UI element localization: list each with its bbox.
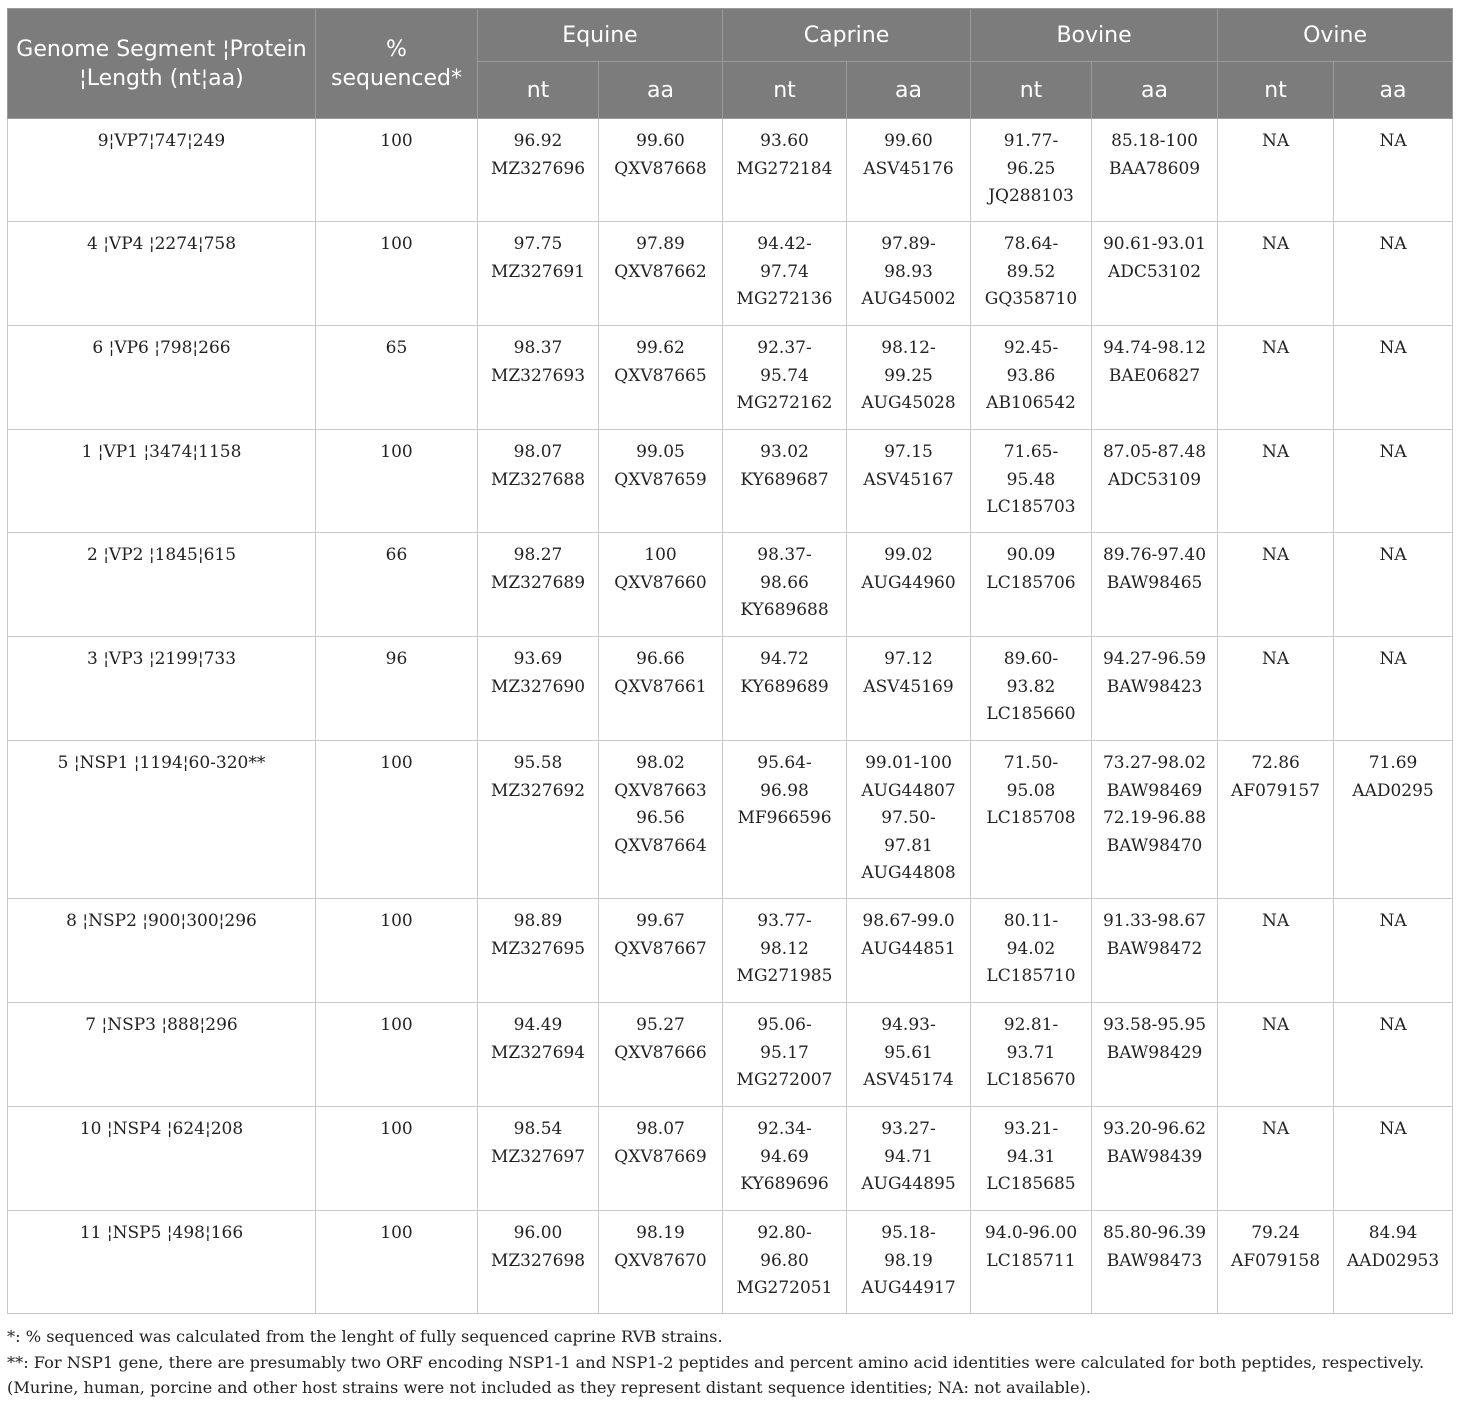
- cell-equine-nt: 96.92 MZ327696: [478, 119, 599, 222]
- cell-segment: 8 ¦NSP2 ¦900¦300¦296: [8, 899, 316, 1003]
- cell-bovine-aa: 94.27-96.59 BAW98423: [1092, 637, 1218, 741]
- cell-caprine-aa: 99.02 AUG44960: [847, 533, 971, 637]
- cell-equine-aa: 99.62 QXV87665: [599, 326, 723, 430]
- cell-bovine-nt: 78.64- 89.52 GQ358710: [971, 222, 1092, 326]
- table-row: [8, 533, 1453, 637]
- cell-caprine-aa: 99.60 ASV45176: [847, 119, 971, 222]
- cell-equine-nt: 98.54 MZ327697: [478, 1107, 599, 1211]
- cell-equine-aa: 96.66 QXV87661: [599, 637, 723, 741]
- cell-equine-nt: 98.27 MZ327689: [478, 533, 599, 637]
- header-bovine-aa: aa: [1092, 62, 1218, 119]
- header-bovine-nt: nt: [971, 62, 1092, 119]
- cell-segment: 10 ¦NSP4 ¦624¦208: [8, 1107, 316, 1211]
- cell-ovine-aa: NA: [1334, 430, 1453, 533]
- cell-caprine-aa: 93.27- 94.71 AUG44895: [847, 1107, 971, 1211]
- cell-caprine-aa: 97.89- 98.93 AUG45002: [847, 222, 971, 326]
- cell-equine-nt: 94.49 MZ327694: [478, 1003, 599, 1107]
- cell-bovine-aa: 91.33-98.67 BAW98472: [1092, 899, 1218, 1003]
- header-genome-segment: Genome Segment ¦Protein ¦Length (nt¦aa): [8, 9, 316, 119]
- cell-sequenced: 100: [316, 1211, 478, 1314]
- cell-ovine-aa: NA: [1334, 1003, 1453, 1107]
- cell-ovine-aa: NA: [1334, 326, 1453, 430]
- cell-ovine-nt: NA: [1218, 637, 1334, 741]
- cell-equine-aa: 100 QXV87660: [599, 533, 723, 637]
- cell-ovine-aa: 71.69 AAD0295: [1334, 741, 1453, 899]
- cell-sequenced: 100: [316, 1003, 478, 1107]
- cell-ovine-nt: NA: [1218, 119, 1334, 222]
- table-footnotes: [7, 1324, 1452, 1401]
- header-equine: Equine: [478, 9, 723, 62]
- cell-caprine-nt: 93.77- 98.12 MG271985: [723, 899, 847, 1003]
- cell-caprine-aa: 98.67-99.0 AUG44851: [847, 899, 971, 1003]
- header-bovine: Bovine: [971, 9, 1218, 62]
- cell-segment: 4 ¦VP4 ¦2274¦758: [8, 222, 316, 326]
- header-ovine-aa: aa: [1334, 62, 1453, 119]
- header-equine-aa: aa: [599, 62, 723, 119]
- table-row: [8, 119, 1453, 222]
- table-row: [8, 899, 1453, 1003]
- header-ovine-nt: nt: [1218, 62, 1334, 119]
- cell-caprine-aa: 97.15 ASV45167: [847, 430, 971, 533]
- cell-segment: 6 ¦VP6 ¦798¦266: [8, 326, 316, 430]
- cell-sequenced: 100: [316, 430, 478, 533]
- cell-bovine-aa: 93.58-95.95 BAW98429: [1092, 1003, 1218, 1107]
- table-container: [7, 8, 1452, 1401]
- cell-sequenced: 100: [316, 1107, 478, 1211]
- cell-ovine-nt: NA: [1218, 430, 1334, 533]
- cell-bovine-aa: 93.20-96.62 BAW98439: [1092, 1107, 1218, 1211]
- table-row: [8, 637, 1453, 741]
- cell-bovine-aa: 85.18-100 BAA78609: [1092, 119, 1218, 222]
- cell-sequenced: 100: [316, 222, 478, 326]
- cell-bovine-aa: 90.61-93.01 ADC53102: [1092, 222, 1218, 326]
- table-row: [8, 1107, 1453, 1211]
- cell-bovine-nt: 93.21- 94.31 LC185685: [971, 1107, 1092, 1211]
- cell-bovine-aa: 73.27-98.02 BAW98469 72.19-96.88 BAW98470: [1092, 741, 1218, 899]
- cell-caprine-nt: 94.42- 97.74 MG272136: [723, 222, 847, 326]
- cell-segment: 5 ¦NSP1 ¦1194¦60-320**: [8, 741, 316, 899]
- footnote-exclusions: (Murine, human, porcine and other host strains were not included as they represent distant sequence identities; NA: not available).: [7, 1378, 1092, 1397]
- cell-caprine-nt: 92.34- 94.69 KY689696: [723, 1107, 847, 1211]
- cell-ovine-aa: NA: [1334, 637, 1453, 741]
- header-caprine-nt: nt: [723, 62, 847, 119]
- cell-bovine-nt: 89.60- 93.82 LC185660: [971, 637, 1092, 741]
- cell-caprine-nt: 93.02 KY689687: [723, 430, 847, 533]
- table-row: [8, 326, 1453, 430]
- cell-ovine-nt: 79.24 AF079158: [1218, 1211, 1334, 1314]
- cell-equine-aa: 97.89 QXV87662: [599, 222, 723, 326]
- cell-ovine-nt: NA: [1218, 1003, 1334, 1107]
- cell-equine-nt: 98.07 MZ327688: [478, 430, 599, 533]
- cell-equine-nt: 96.00 MZ327698: [478, 1211, 599, 1314]
- cell-segment: 9¦VP7¦747¦249: [8, 119, 316, 222]
- header-percent-sequenced: % sequenced*: [316, 9, 478, 119]
- cell-ovine-aa: NA: [1334, 533, 1453, 637]
- cell-ovine-nt: NA: [1218, 533, 1334, 637]
- cell-ovine-aa: NA: [1334, 1107, 1453, 1211]
- cell-segment: 7 ¦NSP3 ¦888¦296: [8, 1003, 316, 1107]
- cell-equine-aa: 99.67 QXV87667: [599, 899, 723, 1003]
- cell-bovine-nt: 91.77- 96.25 JQ288103: [971, 119, 1092, 222]
- cell-bovine-nt: 71.50- 95.08 LC185708: [971, 741, 1092, 899]
- cell-caprine-nt: 93.60 MG272184: [723, 119, 847, 222]
- cell-bovine-aa: 85.80-96.39 BAW98473: [1092, 1211, 1218, 1314]
- cell-caprine-nt: 95.64- 96.98 MF966596: [723, 741, 847, 899]
- cell-caprine-nt: 95.06- 95.17 MG272007: [723, 1003, 847, 1107]
- cell-ovine-aa: NA: [1334, 119, 1453, 222]
- cell-bovine-nt: 80.11- 94.02 LC185710: [971, 899, 1092, 1003]
- cell-sequenced: 66: [316, 533, 478, 637]
- cell-bovine-nt: 92.81- 93.71 LC185670: [971, 1003, 1092, 1107]
- cell-bovine-nt: 92.45- 93.86 AB106542: [971, 326, 1092, 430]
- cell-bovine-aa: 87.05-87.48 ADC53109: [1092, 430, 1218, 533]
- cell-caprine-aa: 99.01-100 AUG44807 97.50- 97.81 AUG44808: [847, 741, 971, 899]
- cell-equine-aa: 98.07 QXV87669: [599, 1107, 723, 1211]
- cell-caprine-aa: 98.12- 99.25 AUG45028: [847, 326, 971, 430]
- cell-ovine-nt: NA: [1218, 1107, 1334, 1211]
- cell-sequenced: 100: [316, 899, 478, 1003]
- cell-segment: 2 ¦VP2 ¦1845¦615: [8, 533, 316, 637]
- cell-sequenced: 100: [316, 741, 478, 899]
- cell-segment: 3 ¦VP3 ¦2199¦733: [8, 637, 316, 741]
- cell-ovine-aa: 84.94 AAD02953: [1334, 1211, 1453, 1314]
- cell-sequenced: 65: [316, 326, 478, 430]
- table-row: [8, 430, 1453, 533]
- cell-equine-aa: 99.05 QXV87659: [599, 430, 723, 533]
- cell-equine-nt: 95.58 MZ327692: [478, 741, 599, 899]
- cell-caprine-nt: 92.37- 95.74 MG272162: [723, 326, 847, 430]
- cell-equine-aa: 98.02 QXV87663 96.56 QXV87664: [599, 741, 723, 899]
- table-row: [8, 222, 1453, 326]
- cell-bovine-aa: 94.74-98.12 BAE06827: [1092, 326, 1218, 430]
- cell-caprine-aa: 97.12 ASV45169: [847, 637, 971, 741]
- table-row: [8, 741, 1453, 899]
- footnote-nsp1: **: For NSP1 gene, there are presumably two ORF encoding NSP1-1 and NSP1-2 peptides and percent amino acid identities were calculated for both peptides, respectively.: [7, 1352, 1425, 1372]
- cell-bovine-nt: 90.09 LC185706: [971, 533, 1092, 637]
- cell-ovine-aa: NA: [1334, 222, 1453, 326]
- cell-caprine-nt: 98.37- 98.66 KY689688: [723, 533, 847, 637]
- cell-ovine-aa: NA: [1334, 899, 1453, 1003]
- cell-equine-nt: 98.89 MZ327695: [478, 899, 599, 1003]
- cell-ovine-nt: NA: [1218, 899, 1334, 1003]
- footnote-sequenced: *: % sequenced was calculated from the lenght of fully sequenced caprine RVB strains.: [7, 1327, 723, 1346]
- cell-sequenced: 100: [316, 119, 478, 222]
- cell-equine-aa: 98.19 QXV87670: [599, 1211, 723, 1314]
- header-caprine-aa: aa: [847, 62, 971, 119]
- cell-equine-nt: 98.37 MZ327693: [478, 326, 599, 430]
- cell-caprine-aa: 94.93- 95.61 ASV45174: [847, 1003, 971, 1107]
- cell-equine-aa: 99.60 QXV87668: [599, 119, 723, 222]
- cell-caprine-nt: 94.72 KY689689: [723, 637, 847, 741]
- table-row: [8, 1211, 1453, 1314]
- cell-bovine-nt: 71.65- 95.48 LC185703: [971, 430, 1092, 533]
- table-row: [8, 1003, 1453, 1107]
- cell-equine-aa: 95.27 QXV87666: [599, 1003, 723, 1107]
- cell-segment: 11 ¦NSP5 ¦498¦166: [8, 1211, 316, 1314]
- cell-segment: 1 ¦VP1 ¦3474¦1158: [8, 430, 316, 533]
- cell-bovine-aa: 89.76-97.40 BAW98465: [1092, 533, 1218, 637]
- header-equine-nt: nt: [478, 62, 599, 119]
- cell-caprine-nt: 92.80- 96.80 MG272051: [723, 1211, 847, 1314]
- header-caprine: Caprine: [723, 9, 971, 62]
- cell-sequenced: 96: [316, 637, 478, 741]
- cell-caprine-aa: 95.18- 98.19 AUG44917: [847, 1211, 971, 1314]
- sequence-identity-table: [7, 8, 1453, 1314]
- cell-ovine-nt: NA: [1218, 222, 1334, 326]
- cell-bovine-nt: 94.0-96.00 LC185711: [971, 1211, 1092, 1314]
- cell-ovine-nt: NA: [1218, 326, 1334, 430]
- cell-equine-nt: 97.75 MZ327691: [478, 222, 599, 326]
- header-ovine: Ovine: [1218, 9, 1453, 62]
- cell-ovine-nt: 72.86 AF079157: [1218, 741, 1334, 899]
- cell-equine-nt: 93.69 MZ327690: [478, 637, 599, 741]
